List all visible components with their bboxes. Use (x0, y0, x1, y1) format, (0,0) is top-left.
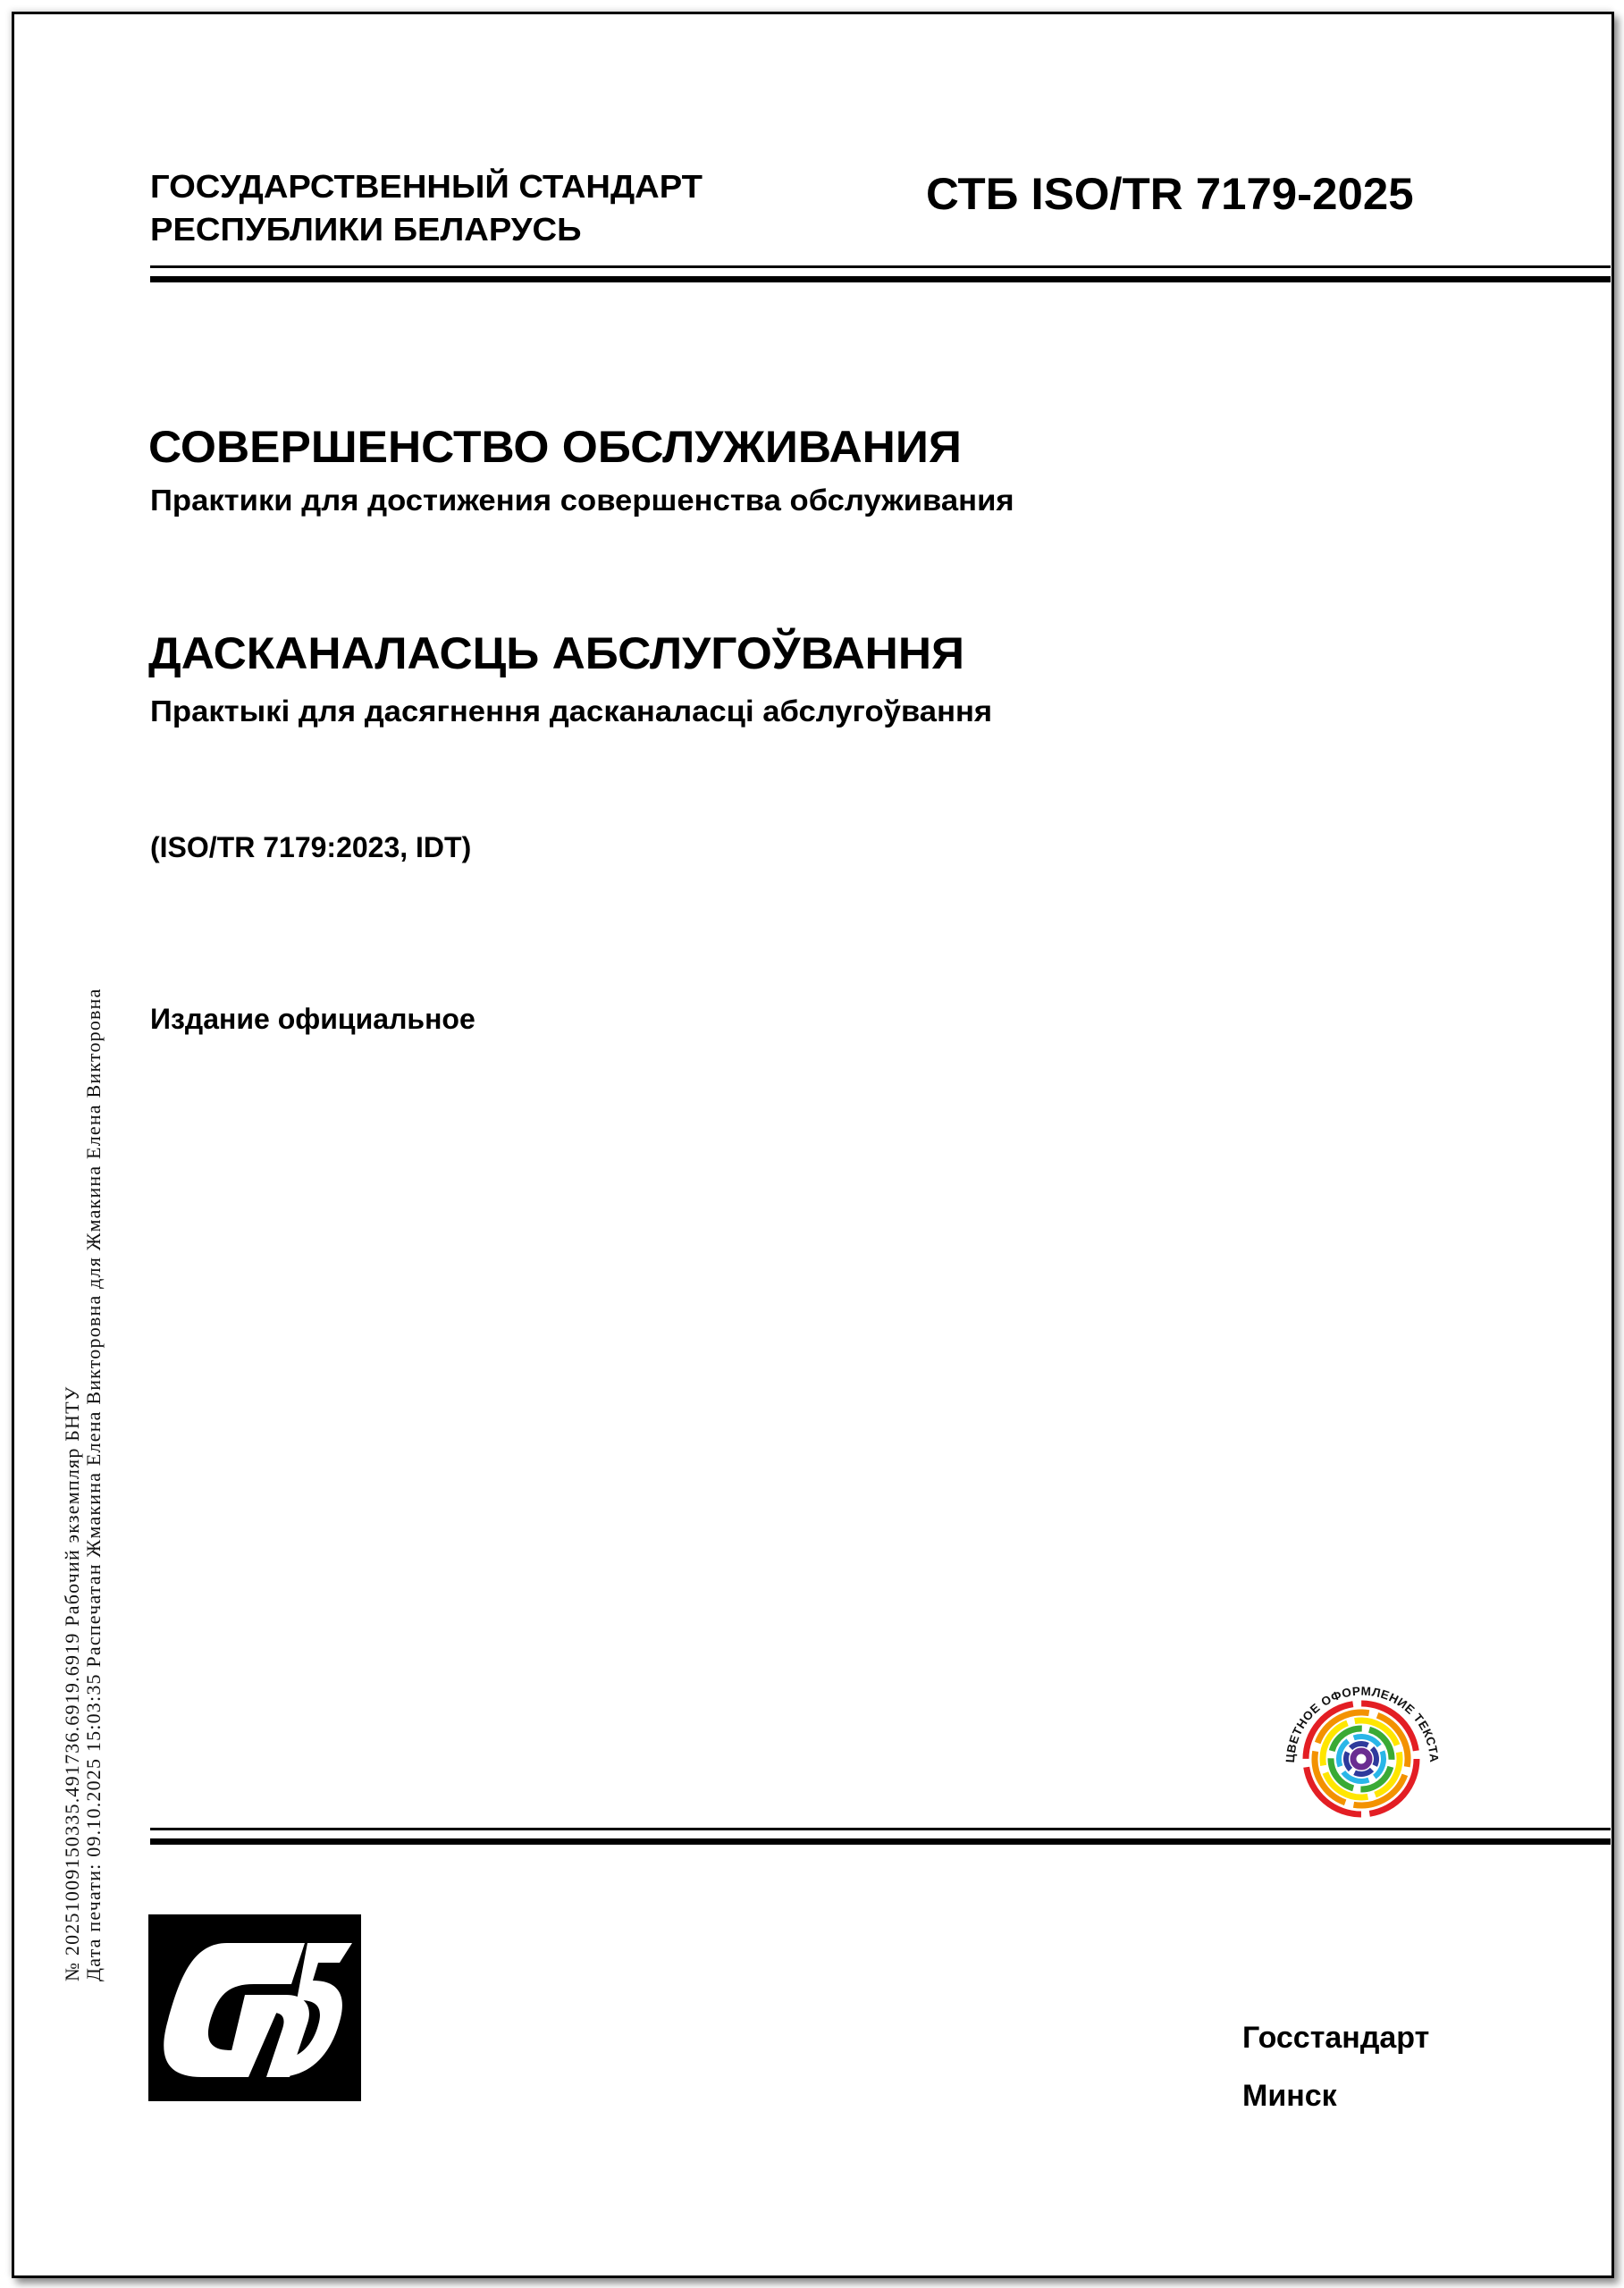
title-ru: СОВЕРШЕНСТВО ОБСЛУЖИВАНИЯ (148, 422, 962, 472)
footer-thick-rule (150, 1838, 1611, 1845)
stb-logo-icon (148, 1914, 361, 2101)
side-stamp-line2: Дата печати: 09.10.2025 15:03:35 Распечатан Жмакина Елена Викторовна для Жмакина Елена Викторовна (82, 988, 105, 1981)
official-edition-label: Издание официальное (150, 1003, 475, 1035)
state-standard-label-line2: РЕСПУБЛИКИ БЕЛАРУСЬ (150, 211, 582, 248)
title-by: ДАСКАНАЛАСЦЬ АБСЛУГОЎВАННЯ (148, 628, 965, 678)
footer-thin-rule (150, 1828, 1611, 1830)
color-design-logo-icon (1276, 1673, 1446, 1843)
standard-designation: СТБ ISO/TR 7179-2025 (926, 169, 1414, 219)
header-thick-rule (150, 276, 1611, 282)
iso-equivalence: (ISO/TR 7179:2023, IDT) (150, 831, 472, 863)
subtitle-by: Практыкі для дасягнення дасканаласці абслугоўвання (150, 694, 993, 728)
state-standard-label-line1: ГОСУДАРСТВЕННЫЙ СТАНДАРТ (150, 168, 703, 205)
header-thin-rule (150, 265, 1611, 268)
publisher-name: Госстандарт (1242, 2021, 1430, 2055)
side-stamp-line1: № 20251009150335.491736.6919.6919 Рабочий экземпляр БНТУ (61, 1385, 83, 1981)
publisher-city: Минск (1242, 2079, 1337, 2113)
subtitle-ru: Практики для достижения совершенства обслуживания (150, 484, 1014, 517)
color-logo-arc-text: ЦВЕТНОЕ ОФОРМЛЕНИЕ ТЕКСТА (1283, 1684, 1442, 1763)
